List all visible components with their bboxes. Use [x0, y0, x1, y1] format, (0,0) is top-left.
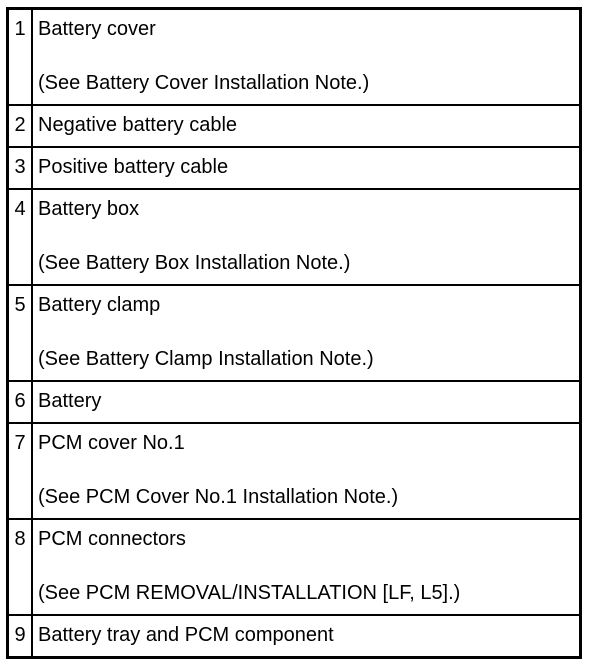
item-name: Battery [38, 390, 102, 412]
table-row [8, 9, 581, 106]
item-description [32, 105, 581, 147]
item-number: 1 [8, 9, 33, 106]
item-description [32, 285, 581, 381]
item-name: Positive battery cable [38, 156, 229, 178]
parts-table [6, 7, 582, 659]
item-number: 7 [8, 423, 33, 519]
table-row [8, 105, 581, 147]
item-number: 2 [8, 105, 33, 147]
item-name: Negative battery cable [38, 114, 238, 136]
installation-note: (See PCM REMOVAL/INSTALLATION [LF, L5].) [38, 582, 461, 604]
item-description [32, 423, 581, 519]
table-row [8, 189, 581, 285]
table-row [8, 615, 581, 658]
item-description [32, 147, 581, 189]
item-description [32, 381, 581, 423]
table-row [8, 285, 581, 381]
item-name: Battery tray and PCM component [38, 624, 334, 646]
table-row [8, 147, 581, 189]
table-row [8, 381, 581, 423]
item-description [32, 9, 581, 106]
table-row [8, 519, 581, 615]
item-name: Battery clamp [38, 294, 161, 316]
item-description [32, 189, 581, 285]
item-number: 5 [8, 285, 33, 381]
item-number: 9 [8, 615, 33, 658]
item-description [32, 519, 581, 615]
item-number: 4 [8, 189, 33, 285]
item-number: 8 [8, 519, 33, 615]
item-name: Battery cover [38, 18, 156, 40]
installation-note: (See PCM Cover No.1 Installation Note.) [38, 486, 399, 508]
item-number: 6 [8, 381, 33, 423]
item-name: PCM cover No.1 [38, 432, 185, 454]
installation-note: (See Battery Cover Installation Note.) [38, 72, 370, 94]
item-number: 3 [8, 147, 33, 189]
item-description [32, 615, 581, 658]
item-name: PCM connectors [38, 528, 186, 550]
table-row [8, 423, 581, 519]
installation-note: (See Battery Box Installation Note.) [38, 252, 351, 274]
item-name: Battery box [38, 198, 140, 220]
installation-note: (See Battery Clamp Installation Note.) [38, 348, 374, 370]
